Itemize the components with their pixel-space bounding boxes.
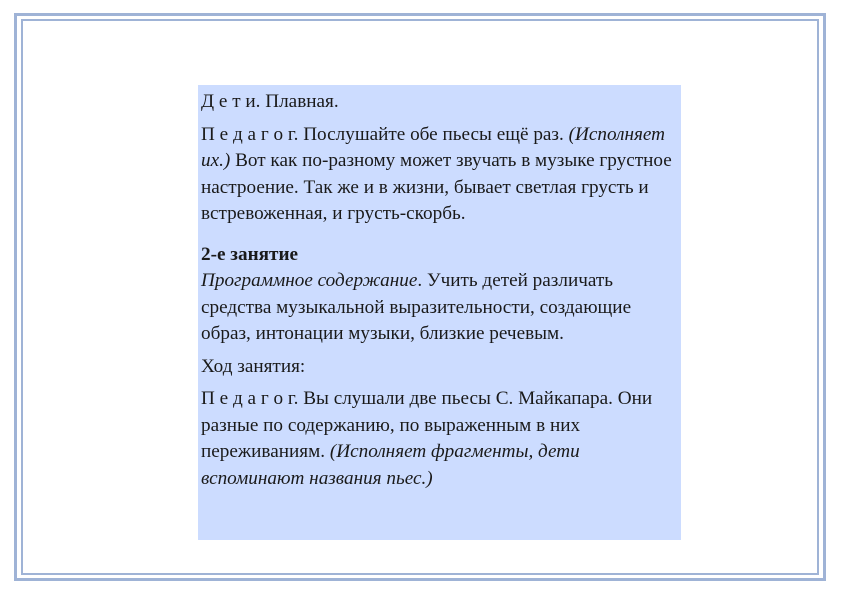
paragraph-program-content — [201, 268, 677, 348]
speaker-label: П е д а г о г. — [201, 388, 299, 409]
program-content-text: . Учить детей различать средства музыкальной выразительности, создающие образ, интонации музыки, близкие речевым. — [201, 270, 632, 344]
lesson-heading: 2-е занятие — [201, 243, 299, 265]
stage-direction: (Исполняет их.) — [201, 123, 666, 171]
text-box — [198, 85, 681, 540]
teacher-text-continued: Вот как по-разному может звучать в музыке грустное настроение. Так же и в жизни, бывает светлая грусть и встревоженная, и грусть-скорбь. — [201, 150, 672, 224]
speaker-label: П е д а г о г. — [201, 123, 299, 145]
teacher-text: Послушайте обе пьесы ещё раз. — [298, 123, 569, 145]
paragraph-teacher-2 — [201, 386, 677, 492]
stage-direction: (Исполняет фрагменты, дети вспоминают названия пьес.) — [201, 441, 580, 489]
lesson-course-label: Ход занятия: — [201, 355, 306, 377]
teacher-text: Вы слушали две пьесы С. Майкапара. Они разные по содержанию, по выраженным в них переживаниям. — [201, 388, 653, 462]
paragraph-children-reply — [201, 89, 677, 116]
paragraph-teacher-1 — [201, 122, 677, 228]
speaker-label: Д е т и. — [201, 91, 261, 112]
reply-text: Плавная. — [260, 91, 339, 112]
program-content-label: Программное содержание — [201, 270, 418, 291]
